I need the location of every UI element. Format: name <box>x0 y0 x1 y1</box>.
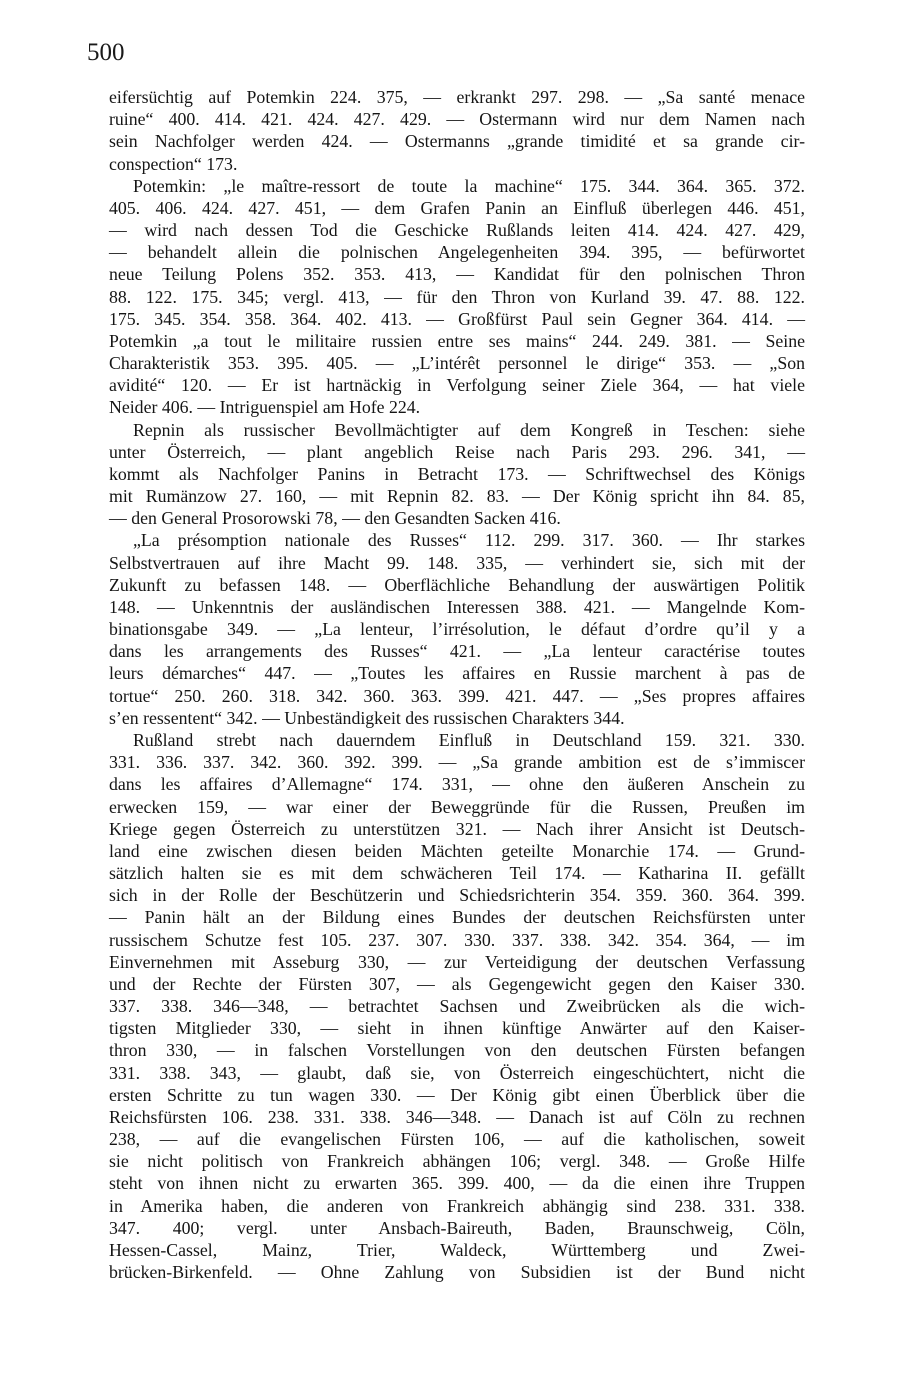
text-line: 175. 345. 354. 358. 364. 402. 413. — Großfürst Paul sein Gegner 364. 414. — <box>109 308 805 329</box>
text-line: 347. 400; vergl. unter Ansbach-Baireuth, Baden, Braunschweig, Cöln, <box>109 1217 805 1238</box>
text-line: 148. — Unkenntnis der ausländischen Interessen 388. 421. — Mangelnde Kom- <box>109 596 805 617</box>
text-line: conspection“ 173. <box>109 153 238 174</box>
text-line: Potemkin „a tout le militaire russien entre ses mains“ 244. 249. 381. — Seine <box>109 330 805 351</box>
text-line: Einvernehmen mit Asseburg 330, — zur Verteidigung der deutschen Verfassung <box>109 951 805 972</box>
text-line: 405. 406. 424. 427. 451, — dem Grafen Panin an Einfluß überlegen 446. 451, <box>109 197 805 218</box>
index-paragraph <box>109 175 805 419</box>
text-line: sätzlich halten sie es mit dem schwächeren Teil 174. — Katharina II. gefällt <box>109 863 805 884</box>
text-line: ruine“ 400. 414. 421. 424. 427. 429. — Ostermann wird nur dem Namen nach <box>109 109 805 130</box>
text-line: kommt als Nachfolger Panins in Betracht 173. — Schriftwechsel des Königs <box>109 463 805 484</box>
text-line: steht von ihnen nicht zu erwarten 365. 399. 400, — da die einen ihre Truppen <box>109 1173 805 1194</box>
text-line: russischem Schutze fest 105. 237. 307. 330. 337. 338. 342. 354. 364, — im <box>109 929 805 950</box>
index-text-block <box>109 86 805 1283</box>
text-line: und der Rechte der Fürsten 307, — als Gegengewicht gegen den Kaiser 330. <box>109 973 805 994</box>
text-line: 331. 338. 343, — glaubt, daß sie, von Österreich eingeschüchtert, nicht die <box>109 1062 805 1083</box>
text-line: sein Nachfolger werden 424. — Ostermanns „grande timidité et sa grande cir- <box>109 131 805 152</box>
text-line: ersten Schritte zu tun wagen 330. — Der König gibt einen Überblick über die <box>109 1084 805 1105</box>
text-line: tigsten Mitglieder 330, — sieht in ihnen künftige Anwärter auf den Kaiser- <box>109 1018 805 1039</box>
text-line: unter Österreich, — plant angeblich Reise nach Paris 293. 296. 341, — <box>109 441 805 462</box>
text-line: erwecken 159, — war einer der Beweggründe für die Russen, Preußen im <box>109 796 805 817</box>
text-line: land eine zwischen diesen beiden Mächten geteilte Monarchie 174. — Grund- <box>109 840 805 861</box>
index-paragraph <box>109 419 805 530</box>
text-line: Neider 406. — Intriguenspiel am Hofe 224. <box>109 397 421 418</box>
index-paragraph <box>109 529 805 729</box>
text-line: avidité“ 120. — Er ist hartnäckig in Verfolgung seiner Ziele 364, — hat viele <box>109 375 805 396</box>
text-line: eifersüchtig auf Potemkin 224. 375, — erkrankt 297. 298. — „Sa santé menace <box>109 87 805 107</box>
text-line: Charakteristik 353. 395. 405. — „L’intérêt personnel le dirige“ 353. — „Son <box>109 353 805 374</box>
index-paragraph <box>109 86 805 175</box>
text-line: tortue“ 250. 260. 318. 342. 360. 363. 399. 421. 447. — „Ses propres affaires <box>109 685 805 706</box>
text-line: Hessen-Cassel, Mainz, Trier, Waldeck, Württemberg und Zwei- <box>109 1239 805 1260</box>
text-line: — wird nach dessen Tod die Geschicke Rußlands leiten 414. 424. 427. 429, <box>109 220 805 241</box>
page-number: 500 <box>87 39 125 66</box>
text-line: s’en ressentent“ 342. — Unbeständigkeit des russischen Charakters 344. <box>109 707 625 728</box>
text-line: — den General Prosorowski 78, — den Gesandten Sacken 416. <box>109 508 561 529</box>
text-line: Selbstvertrauen auf ihre Macht 99. 148. 335, — verhindert sie, sich mit der <box>109 552 805 573</box>
text-line: binationsgabe 349. — „La lenteur, l’irrésolution, le défaut d’ordre qu’il y a <box>109 619 805 640</box>
text-line: 88. 122. 175. 345; vergl. 413, — für den Thron von Kurland 39. 47. 88. 122. <box>109 286 805 307</box>
text-line: leurs démarches“ 447. — „Toutes les affaires en Russie marchent à pas de <box>109 663 805 684</box>
text-line: sie nicht politisch von Frankreich abhängen 106; vergl. 348. — Große Hilfe <box>109 1151 805 1172</box>
text-line: dans les arrangements des Russes“ 421. — „La lenteur caractérise toutes <box>109 641 805 662</box>
text-line: Zukunft zu befassen 148. — Oberflächliche Behandlung der auswärtigen Politik <box>109 574 805 595</box>
index-paragraph <box>109 729 805 1283</box>
text-line: dans les affaires d’Allemagne“ 174. 331, — ohne den äußeren Anschein zu <box>109 774 805 795</box>
text-line: thron 330, — in falschen Vorstellungen von den deutschen Fürsten befangen <box>109 1040 805 1061</box>
text-line: 238, — auf die evangelischen Fürsten 106, — auf die katholischen, soweit <box>109 1129 805 1150</box>
text-line: Reichsfürsten 106. 238. 331. 338. 346—348. — Danach ist auf Cöln zu rechnen <box>109 1106 805 1127</box>
text-line: Potemkin: „le maître-ressort de toute la machine“ 175. 344. 364. 365. 372. <box>133 175 805 196</box>
text-line: sich in der Rolle der Beschützerin und Schiedsrichterin 354. 359. 360. 364. 399. <box>109 885 805 906</box>
text-line: — behandelt allein die polnischen Angelegenheiten 394. 395, — befürwortet <box>109 242 805 263</box>
text-line: 337. 338. 346—348, — betrachtet Sachsen und Zweibrücken als die wich- <box>109 996 805 1017</box>
text-line: 331. 336. 337. 342. 360. 392. 399. — „Sa grande ambition est de s’immiscer <box>109 752 805 773</box>
text-line: Kriege gegen Österreich zu unterstützen 321. — Nach ihrer Ansicht ist Deutsch- <box>109 818 805 839</box>
text-line: — Panin hält an der Bildung eines Bundes der deutschen Reichsfürsten unter <box>109 907 805 928</box>
text-line: mit Rumänzow 27. 160, — mit Repnin 82. 83. — Der König spricht ihn 84. 85, <box>109 486 805 507</box>
text-line: Repnin als russischer Bevollmächtigter auf dem Kongreß in Teschen: siehe <box>133 419 805 440</box>
text-line: Rußland strebt nach dauerndem Einfluß in Deutschland 159. 321. 330. <box>133 729 805 750</box>
text-line: „La présomption nationale des Russes“ 112. 299. 317. 360. — Ihr starkes <box>133 530 805 551</box>
text-line: in Amerika haben, die anderen von Frankreich abhängig sind 238. 331. 338. <box>109 1195 805 1216</box>
text-line: neue Teilung Polens 352. 353. 413, — Kandidat für den polnischen Thron <box>109 264 805 285</box>
text-line: brücken-Birkenfeld. — Ohne Zahlung von Subsidien ist der Bund nicht <box>109 1262 805 1283</box>
